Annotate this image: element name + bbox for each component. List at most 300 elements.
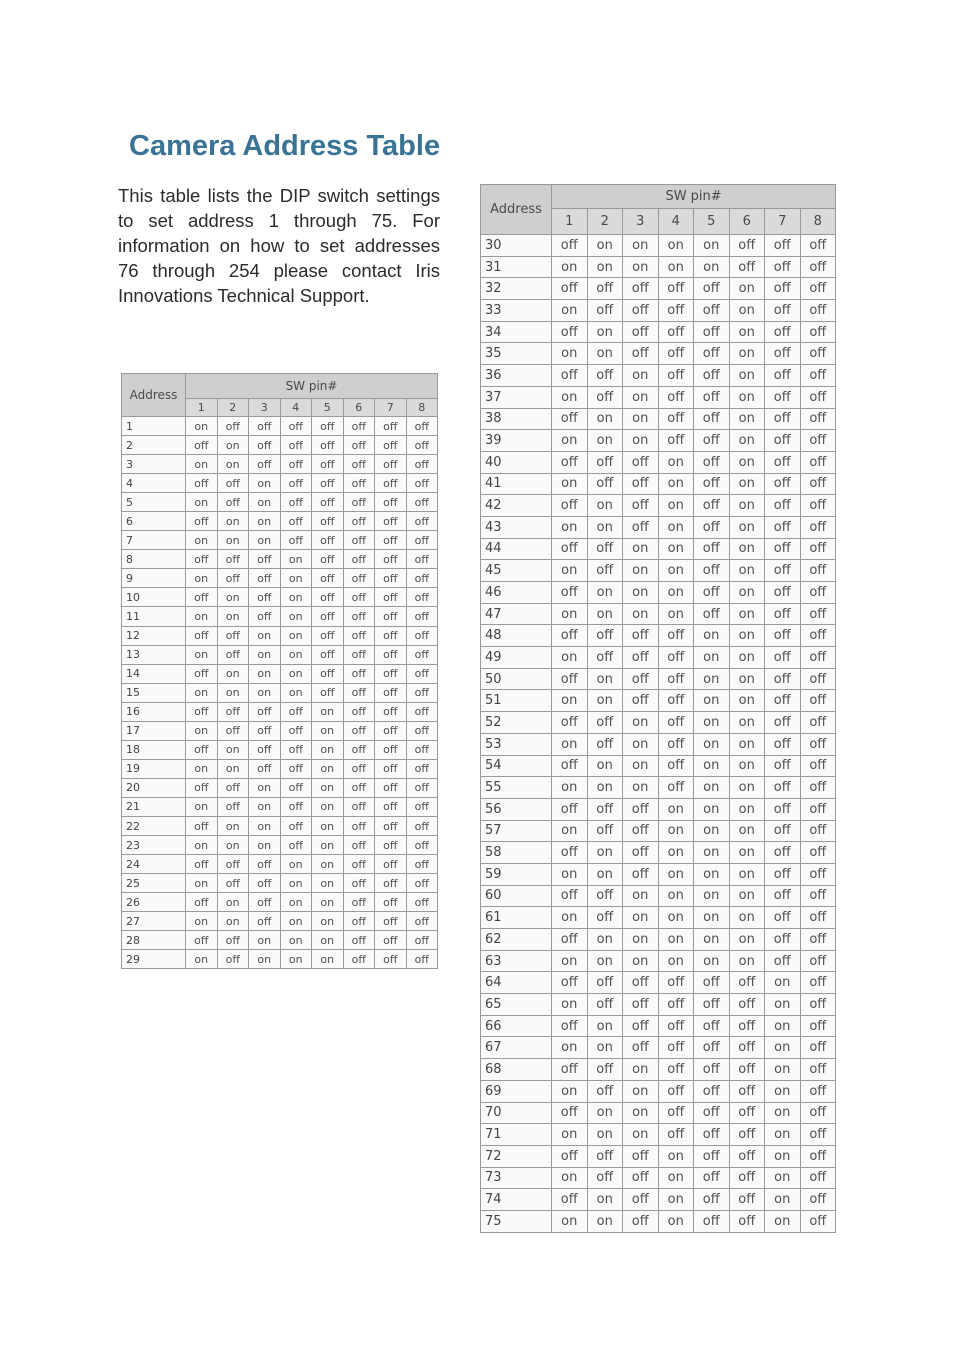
address-cell: 7 <box>122 531 186 550</box>
switch-state-cell: off <box>623 798 659 820</box>
address-cell: 71 <box>481 1124 552 1146</box>
table-row <box>122 493 438 512</box>
switch-state-cell: off <box>694 321 730 343</box>
switch-state-cell: off <box>765 712 801 734</box>
address-cell: 68 <box>481 1059 552 1081</box>
switch-state-cell: off <box>729 1080 765 1102</box>
switch-state-cell: on <box>729 798 765 820</box>
switch-state-cell: on <box>312 950 344 969</box>
address-cell: 72 <box>481 1145 552 1167</box>
table-row <box>481 408 836 430</box>
switch-state-cell: on <box>280 855 312 874</box>
switch-state-cell: off <box>587 386 623 408</box>
switch-state-cell: on <box>217 816 249 835</box>
switch-state-cell: off <box>623 994 659 1016</box>
table-row <box>122 436 438 455</box>
switch-state-cell: on <box>658 798 694 820</box>
switch-state-cell: off <box>587 798 623 820</box>
switch-state-cell: on <box>694 647 730 669</box>
switch-state-cell: on <box>186 950 218 969</box>
switch-state-cell: off <box>587 1080 623 1102</box>
switch-state-cell: on <box>312 778 344 797</box>
pin-header: 5 <box>312 399 344 417</box>
switch-state-cell: off <box>800 278 836 300</box>
switch-state-cell: on <box>623 430 659 452</box>
switch-state-cell: off <box>280 531 312 550</box>
table-row <box>481 538 836 560</box>
switch-state-cell: on <box>552 1210 588 1232</box>
switch-state-cell: on <box>694 777 730 799</box>
switch-state-cell: on <box>658 560 694 582</box>
switch-state-cell: off <box>343 778 375 797</box>
switch-state-cell: on <box>658 1167 694 1189</box>
switch-state-cell: off <box>623 343 659 365</box>
switch-state-cell: off <box>587 1145 623 1167</box>
switch-state-cell: off <box>280 816 312 835</box>
switch-state-cell: on <box>729 647 765 669</box>
switch-state-cell: off <box>623 842 659 864</box>
switch-state-cell: on <box>729 733 765 755</box>
switch-state-cell: off <box>406 455 438 474</box>
switch-state-cell: on <box>249 836 281 855</box>
switch-state-cell: off <box>375 474 407 493</box>
switch-state-cell: on <box>280 588 312 607</box>
switch-state-cell: off <box>375 912 407 931</box>
switch-state-cell: on <box>729 473 765 495</box>
switch-state-cell: on <box>552 690 588 712</box>
address-cell: 69 <box>481 1080 552 1102</box>
table-row <box>122 531 438 550</box>
table-row <box>481 473 836 495</box>
switch-state-cell: off <box>765 343 801 365</box>
table-row <box>481 712 836 734</box>
switch-state-cell: off <box>406 721 438 740</box>
switch-state-cell: on <box>280 607 312 626</box>
switch-state-cell: off <box>800 755 836 777</box>
pin-header: 1 <box>552 209 588 235</box>
switch-state-cell: off <box>552 625 588 647</box>
switch-state-cell: off <box>406 569 438 588</box>
switch-state-cell: off <box>217 874 249 893</box>
switch-state-cell: off <box>694 560 730 582</box>
switch-state-cell: off <box>280 455 312 474</box>
switch-state-cell: off <box>312 626 344 645</box>
switch-state-cell: off <box>375 702 407 721</box>
address-cell: 4 <box>122 474 186 493</box>
switch-state-cell: off <box>552 755 588 777</box>
switch-state-cell: off <box>800 1037 836 1059</box>
table-row <box>481 451 836 473</box>
address-cell: 11 <box>122 607 186 626</box>
switch-state-cell: off <box>406 797 438 816</box>
switch-state-cell: off <box>217 797 249 816</box>
address-cell: 9 <box>122 569 186 588</box>
switch-state-cell: on <box>217 836 249 855</box>
switch-state-cell: on <box>587 430 623 452</box>
address-cell: 56 <box>481 798 552 820</box>
switch-state-cell: off <box>280 778 312 797</box>
switch-state-cell: off <box>343 436 375 455</box>
switch-state-cell: on <box>587 950 623 972</box>
switch-state-cell: off <box>658 1015 694 1037</box>
switch-state-cell: on <box>623 386 659 408</box>
switch-state-cell: off <box>249 874 281 893</box>
switch-state-cell: off <box>343 626 375 645</box>
switch-state-cell: off <box>800 647 836 669</box>
switch-state-cell: off <box>694 386 730 408</box>
switch-state-cell: off <box>800 451 836 473</box>
switch-state-cell: on <box>312 893 344 912</box>
switch-state-cell: on <box>623 885 659 907</box>
switch-state-cell: off <box>800 516 836 538</box>
switch-state-cell: off <box>623 516 659 538</box>
switch-state-cell: off <box>765 690 801 712</box>
switch-state-cell: on <box>186 455 218 474</box>
switch-state-cell: off <box>217 645 249 664</box>
switch-state-cell: off <box>658 365 694 387</box>
address-cell: 23 <box>122 836 186 855</box>
switch-state-cell: on <box>694 885 730 907</box>
switch-state-cell: on <box>587 863 623 885</box>
switch-state-cell: off <box>800 820 836 842</box>
switch-state-cell: off <box>217 950 249 969</box>
pin-header: 2 <box>587 209 623 235</box>
address-cell: 74 <box>481 1189 552 1211</box>
switch-state-cell: on <box>217 588 249 607</box>
switch-state-cell: off <box>552 495 588 517</box>
switch-state-cell: on <box>729 495 765 517</box>
switch-state-cell: off <box>552 278 588 300</box>
switch-state-cell: off <box>280 512 312 531</box>
address-cell: 55 <box>481 777 552 799</box>
switch-state-cell: on <box>623 777 659 799</box>
switch-state-cell: off <box>658 1102 694 1124</box>
switch-state-cell: off <box>217 931 249 950</box>
switch-state-cell: on <box>623 582 659 604</box>
switch-state-cell: on <box>694 712 730 734</box>
switch-state-cell: off <box>343 912 375 931</box>
address-cell: 21 <box>122 797 186 816</box>
address-cell: 64 <box>481 972 552 994</box>
switch-state-cell: off <box>406 626 438 645</box>
switch-state-cell: off <box>800 712 836 734</box>
switch-state-cell: off <box>186 588 218 607</box>
switch-state-cell: on <box>217 607 249 626</box>
address-cell: 16 <box>122 702 186 721</box>
table-row <box>122 778 438 797</box>
switch-state-cell: on <box>280 569 312 588</box>
table-row <box>122 569 438 588</box>
switch-state-cell: on <box>280 931 312 950</box>
switch-state-cell: on <box>694 863 730 885</box>
switch-state-cell: on <box>249 493 281 512</box>
switch-state-cell: off <box>658 343 694 365</box>
switch-state-cell: off <box>658 625 694 647</box>
pin-header: 7 <box>375 399 407 417</box>
switch-state-cell: on <box>587 1102 623 1124</box>
switch-state-cell: off <box>765 321 801 343</box>
address-cell: 24 <box>122 855 186 874</box>
switch-state-cell: on <box>186 531 218 550</box>
switch-state-cell: off <box>800 907 836 929</box>
table-row <box>122 474 438 493</box>
table-row <box>481 907 836 929</box>
switch-state-cell: on <box>729 820 765 842</box>
intro-paragraph: This table lists the DIP switch settings to set address 1 through 75. For information on how to set addresses 76 through 254 please contact Iris Innovations Technical Support. <box>118 185 440 306</box>
table-row <box>122 645 438 664</box>
switch-state-cell: off <box>623 1189 659 1211</box>
table-row <box>481 842 836 864</box>
address-cell: 35 <box>481 343 552 365</box>
switch-state-cell: off <box>765 256 801 278</box>
switch-state-cell: off <box>587 625 623 647</box>
switch-state-cell: off <box>406 550 438 569</box>
switch-state-cell: on <box>623 538 659 560</box>
switch-state-cell: off <box>343 855 375 874</box>
switch-state-cell: off <box>343 931 375 950</box>
address-cell: 33 <box>481 300 552 322</box>
pin-header: 2 <box>217 399 249 417</box>
switch-state-cell: off <box>729 1059 765 1081</box>
address-cell: 17 <box>122 721 186 740</box>
switch-state-cell: on <box>729 950 765 972</box>
switch-state-cell: off <box>312 607 344 626</box>
switch-state-cell: off <box>800 972 836 994</box>
switch-state-cell: off <box>280 836 312 855</box>
switch-state-cell: on <box>249 626 281 645</box>
switch-state-cell: off <box>375 588 407 607</box>
switch-state-cell: on <box>658 516 694 538</box>
switch-state-cell: off <box>765 235 801 257</box>
switch-state-cell: off <box>694 538 730 560</box>
address-cell: 43 <box>481 516 552 538</box>
switch-state-cell: on <box>587 1210 623 1232</box>
switch-state-cell: off <box>765 733 801 755</box>
switch-state-cell: off <box>249 455 281 474</box>
switch-state-cell: off <box>800 1145 836 1167</box>
switch-state-cell: on <box>280 683 312 702</box>
switch-state-cell: off <box>587 451 623 473</box>
switch-state-cell: off <box>800 473 836 495</box>
switch-state-cell: on <box>249 531 281 550</box>
address-cell: 45 <box>481 560 552 582</box>
table-row <box>481 994 836 1016</box>
switch-state-cell: on <box>312 912 344 931</box>
switch-state-cell: off <box>658 1124 694 1146</box>
switch-state-cell: off <box>375 855 407 874</box>
switch-state-cell: off <box>623 1145 659 1167</box>
switch-state-cell: on <box>658 256 694 278</box>
switch-state-cell: off <box>406 759 438 778</box>
switch-state-cell: off <box>587 278 623 300</box>
switch-state-cell: off <box>623 1210 659 1232</box>
table-row <box>481 1189 836 1211</box>
switch-state-cell: off <box>217 855 249 874</box>
switch-state-cell: off <box>729 1189 765 1211</box>
switch-state-cell: off <box>406 912 438 931</box>
table-row <box>481 647 836 669</box>
switch-state-cell: on <box>729 842 765 864</box>
switch-state-cell: on <box>658 863 694 885</box>
table-row <box>481 690 836 712</box>
switch-state-cell: off <box>694 300 730 322</box>
switch-state-cell: on <box>249 797 281 816</box>
address-cell: 61 <box>481 907 552 929</box>
switch-state-cell: on <box>658 885 694 907</box>
switch-state-cell: on <box>186 493 218 512</box>
switch-state-cell: on <box>729 907 765 929</box>
switch-state-cell: on <box>186 683 218 702</box>
table-row <box>481 863 836 885</box>
address-cell: 73 <box>481 1167 552 1189</box>
switch-state-cell: on <box>552 386 588 408</box>
switch-state-cell: on <box>552 430 588 452</box>
table-row <box>122 607 438 626</box>
switch-state-cell: on <box>280 893 312 912</box>
switch-state-cell: off <box>552 321 588 343</box>
switch-state-cell: off <box>800 1189 836 1211</box>
switch-state-cell: off <box>587 365 623 387</box>
address-cell: 19 <box>122 759 186 778</box>
switch-state-cell: off <box>729 994 765 1016</box>
switch-state-cell: off <box>800 256 836 278</box>
switch-state-cell: on <box>587 690 623 712</box>
switch-state-cell: on <box>312 797 344 816</box>
table-row <box>122 740 438 759</box>
switch-state-cell: on <box>587 1015 623 1037</box>
switch-state-cell: on <box>729 365 765 387</box>
switch-state-cell: off <box>765 495 801 517</box>
switch-state-cell: off <box>552 1189 588 1211</box>
switch-state-cell: on <box>729 603 765 625</box>
switch-state-cell: off <box>694 603 730 625</box>
address-cell: 13 <box>122 645 186 664</box>
switch-state-cell: off <box>765 907 801 929</box>
switch-state-cell: off <box>186 436 218 455</box>
switch-state-cell: off <box>658 321 694 343</box>
switch-state-cell: off <box>375 512 407 531</box>
switch-state-cell: off <box>694 1189 730 1211</box>
table-row <box>122 855 438 874</box>
switch-state-cell: on <box>552 907 588 929</box>
switch-state-cell: off <box>186 816 218 835</box>
address-cell: 22 <box>122 816 186 835</box>
switch-state-cell: off <box>694 495 730 517</box>
switch-state-cell: off <box>406 436 438 455</box>
switch-state-cell: on <box>623 235 659 257</box>
switch-state-cell: on <box>186 645 218 664</box>
table-row <box>481 560 836 582</box>
switch-state-cell: on <box>765 1210 801 1232</box>
switch-state-cell: off <box>280 721 312 740</box>
table-row <box>122 664 438 683</box>
switch-state-cell: off <box>249 417 281 436</box>
switch-state-cell: on <box>587 343 623 365</box>
switch-state-cell: off <box>249 550 281 569</box>
switch-state-cell: off <box>729 1102 765 1124</box>
switch-state-cell: off <box>552 408 588 430</box>
address-cell: 52 <box>481 712 552 734</box>
switch-state-cell: off <box>587 1167 623 1189</box>
switch-state-cell: off <box>217 550 249 569</box>
switch-state-cell: on <box>249 664 281 683</box>
table-row <box>481 820 836 842</box>
switch-state-cell: on <box>280 550 312 569</box>
switch-state-cell: off <box>694 473 730 495</box>
table-row <box>481 733 836 755</box>
switch-state-cell: on <box>729 690 765 712</box>
switch-state-cell: on <box>587 582 623 604</box>
switch-state-cell: on <box>694 950 730 972</box>
switch-state-cell: on <box>729 278 765 300</box>
switch-state-cell: off <box>765 473 801 495</box>
switch-state-cell: on <box>552 560 588 582</box>
switch-state-cell: on <box>765 1189 801 1211</box>
switch-state-cell: off <box>406 950 438 969</box>
switch-state-cell: off <box>800 1080 836 1102</box>
switch-state-cell: on <box>694 690 730 712</box>
switch-state-cell: off <box>280 436 312 455</box>
pin-header: 5 <box>694 209 730 235</box>
switch-state-cell: off <box>694 1167 730 1189</box>
switch-state-cell: off <box>587 473 623 495</box>
switch-state-cell: off <box>623 278 659 300</box>
table-row <box>481 755 836 777</box>
switch-state-cell: on <box>658 603 694 625</box>
switch-state-cell: on <box>186 417 218 436</box>
switch-state-cell: off <box>375 740 407 759</box>
switch-state-cell: off <box>406 778 438 797</box>
switch-state-cell: on <box>729 343 765 365</box>
switch-state-cell: on <box>658 538 694 560</box>
switch-state-cell: on <box>312 759 344 778</box>
switch-state-cell: off <box>375 645 407 664</box>
switch-state-cell: off <box>765 516 801 538</box>
switch-state-cell: on <box>249 816 281 835</box>
switch-state-cell: off <box>552 842 588 864</box>
switch-state-cell: on <box>765 1124 801 1146</box>
address-cell: 38 <box>481 408 552 430</box>
switch-state-cell: off <box>623 1167 659 1189</box>
table-row <box>481 603 836 625</box>
table-row <box>481 972 836 994</box>
pin-header: 6 <box>729 209 765 235</box>
switch-state-cell: on <box>552 820 588 842</box>
switch-state-cell: off <box>658 647 694 669</box>
switch-state-cell: on <box>280 645 312 664</box>
switch-state-cell: off <box>552 798 588 820</box>
address-cell: 6 <box>122 512 186 531</box>
switch-state-cell: off <box>694 343 730 365</box>
switch-state-cell: off <box>729 1124 765 1146</box>
switch-state-cell: on <box>280 664 312 683</box>
switch-state-cell: off <box>623 972 659 994</box>
switch-state-cell: off <box>694 1145 730 1167</box>
table-row <box>481 950 836 972</box>
switch-state-cell: on <box>312 721 344 740</box>
table-row <box>481 495 836 517</box>
switch-state-cell: off <box>406 474 438 493</box>
switch-state-cell: off <box>280 474 312 493</box>
table-row <box>481 321 836 343</box>
address-cell: 26 <box>122 893 186 912</box>
switch-state-cell: off <box>765 300 801 322</box>
switch-state-cell: on <box>217 759 249 778</box>
switch-state-cell: off <box>765 798 801 820</box>
switch-state-cell: on <box>217 531 249 550</box>
switch-state-cell: on <box>729 321 765 343</box>
table-row <box>122 893 438 912</box>
